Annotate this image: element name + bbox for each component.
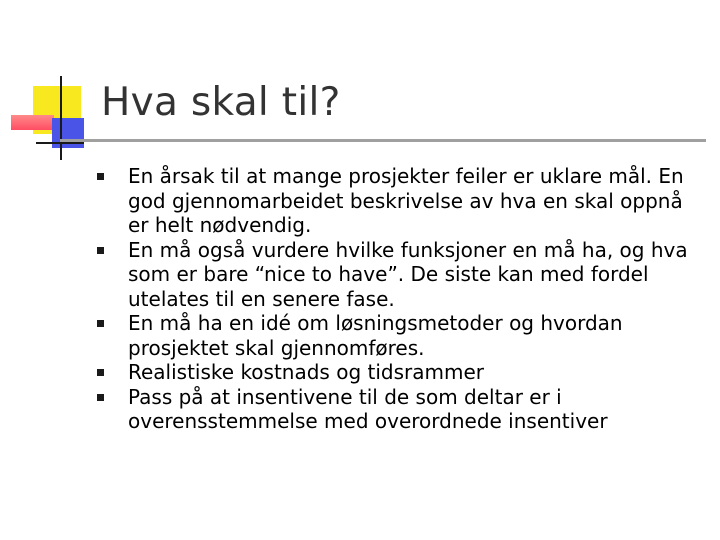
square-bullet-icon: [97, 173, 104, 180]
bullet-item: [97, 311, 697, 360]
logo-vertical-line: [60, 76, 62, 160]
logo-horizontal-line: [36, 142, 84, 144]
bullet-text: En må ha en idé om løsningsmetoder og hvordan prosjektet skal gjennomføres.: [128, 311, 623, 360]
logo-pink-bar: [11, 115, 54, 130]
square-bullet-icon: [97, 369, 104, 376]
bullet-item: [97, 385, 697, 434]
square-bullet-icon: [97, 247, 104, 254]
bullet-list: [97, 164, 697, 434]
bullet-text: Realistiske kostnads og tidsrammer: [128, 360, 484, 384]
bullet-item: [97, 164, 697, 238]
slide-title: Hva skal til?: [101, 80, 341, 125]
bullet-item: [97, 238, 697, 312]
square-bullet-icon: [97, 394, 104, 401]
bullet-text: En må også vurdere hvilke funksjoner en må ha, og hva som er bare “nice to have”. De siste kan med fordel utelates til en senere fase.: [128, 237, 688, 311]
bullet-item: [97, 360, 697, 385]
bullet-text: En årsak til at mange prosjekter feiler er uklare mål. En god gjennomarbeidet beskrivelse av hva en skal oppnå er helt nødvendig.: [128, 164, 684, 237]
title-underline: [60, 139, 706, 142]
square-bullet-icon: [97, 320, 104, 327]
bullet-text: Pass på at insentivene til de som deltar er i overensstemmelse med overordnede insentiver: [128, 384, 608, 433]
